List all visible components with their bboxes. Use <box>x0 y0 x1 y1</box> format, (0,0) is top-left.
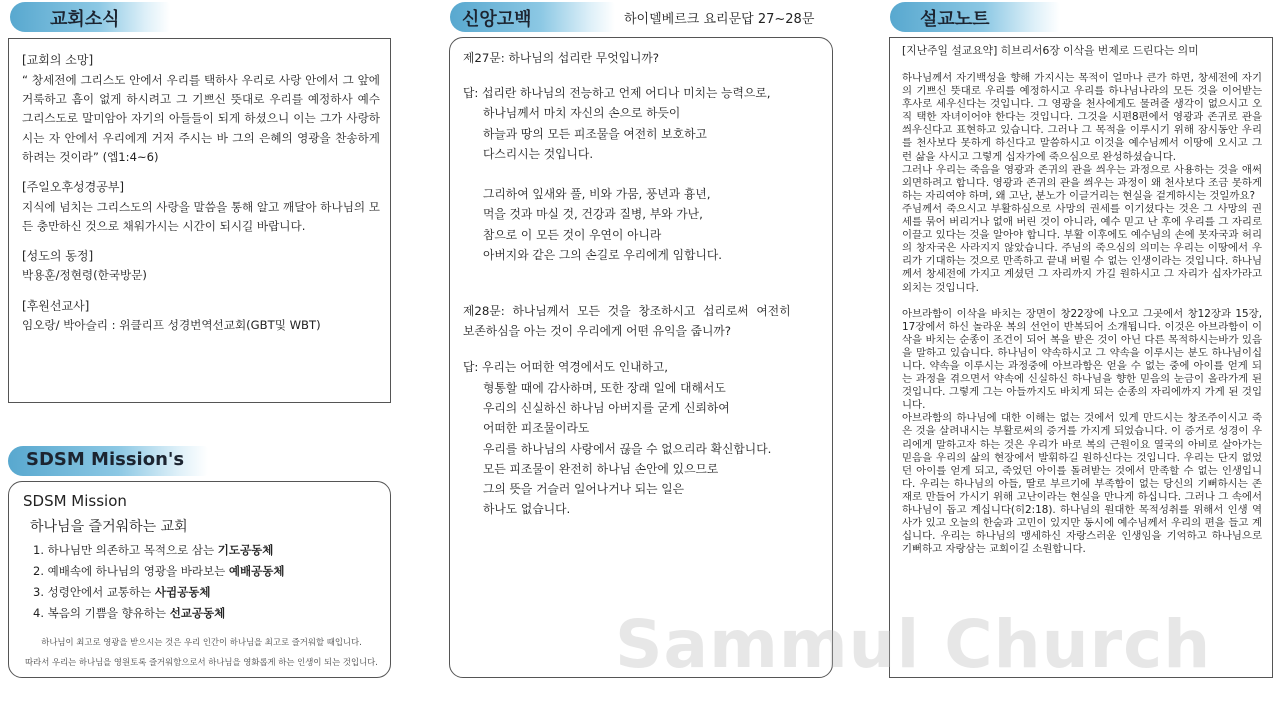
news-header-ribbon <box>10 2 170 32</box>
mission-title: SDSM Mission <box>23 492 127 510</box>
missionary-title: [후원선교사] <box>22 298 90 313</box>
answer-28-line: 어떠한 피조물이라도 <box>483 421 590 436</box>
sermon-paragraph: 그러나 우리는 죽음을 영광과 존귀의 관을 씌우는 과정으로 사용하는 것을 애써 외면하려고 합니다. 영광과 존귀의 관을 씌우는 과정이 왜 천사보다 조금 못하게 하는 자리여야 하며, 왜 고난, 분노가 이글거리는 현실을 겉게하시는 것일까요? <box>902 163 1262 202</box>
sermon-header-title: 설교노트 <box>920 9 990 30</box>
creed-header-ribbon <box>450 2 615 32</box>
answer-27-line: 아버지와 같은 그의 손길로 우리에게 임합니다. <box>483 248 723 263</box>
mission-item <box>33 540 380 561</box>
saints-title: [성도의 동정] <box>22 249 94 264</box>
mission-subtitle: 하나님을 즐거워하는 교회 <box>30 519 188 535</box>
mission-item <box>33 582 380 603</box>
answer-28-line: 형통할 때에 감사하며, 또한 장래 일에 대해서도 <box>483 380 726 395</box>
sermon-paragraph: 아브라함의 하나님에 대한 이해는 없는 것에서 있게 만드시는 창조주이시고 죽은 것을 살려내시는 부활로써의 증거를 가지게 되었습니다. 이 증거로 성경이 우리에게 말하고자 하는 것은 우리가 바로 복의 근원이요 열국의 아비로 살아가는 믿음을 우리의 삶의 현장에서 발휘하길 원하신다는 것입니다. 우리는 단지 없었던 아이를 얻게 되고, 죽었던 아이를 돌려받는 것에서 만족할 수 없는 인생입니다. 우리는 하나님의 아들, 딸로 부르기에 부족함이 없는 당신의 기뻐하시는 존재로 만들어 가시기 위해 고난이라는 현실을 만나게 하십니다. 그러나 그 속에서 하나님이 돕고 계십니다(히2:18). 하나님의 원대한 목적성취를 위해서 인생 역사가 있고 오늘의 한숨과 고민이 있지만 동시에 예수님께서 우리의 편을 들고 계십니다. 우리는 하나님의 맹세하신 자랑스러운 인생임을 기억하고 하나님으로 기뻐하고 자랑삼는 교회이길 소원합니다. <box>902 412 1262 556</box>
answer-27-line: 참으로 이 모든 것이 우연이 아니라 <box>483 227 662 242</box>
answer-28-line: 우리의 신실하신 하나님 아버지를 굳게 신뢰하여 <box>483 400 730 415</box>
answer-27-line: 다스리시는 것입니다. <box>483 146 594 161</box>
hope-text: “ 창세전에 그리스도 안에서 우리를 택하사 우리로 사랑 안에서 그 앞에 거룩하고 흠이 없게 하시려고 그 기쁘신 뜻대로 우리를 예정하사 예수 그리스도로 말미암아 자기의 아들들이 되게 하셨으니 이는 그가 사랑하시는 자 안에서 우리에게 거저 주시는 바 그의 은혜의 영광을 찬송하게 하려는 것이라” (엡1:4~6) <box>22 73 380 164</box>
answer-28-line: 하나도 없습니다. <box>483 502 571 517</box>
mission-item <box>33 561 380 582</box>
question-28-line-2: 보존하심을 아는 것이 우리에게 어떤 유익을 줍니까? <box>463 324 732 339</box>
creed-header-title: 신앙고백 <box>462 9 532 30</box>
sermon-title: [지난주일 설교요약] 히브리서6장 이삭을 번제로 드린다는 의미 <box>902 44 1199 57</box>
mission-item-keyword: 예배공동체 <box>228 564 285 578</box>
answer-28-block <box>463 378 824 520</box>
news-box <box>8 38 391 403</box>
hope-title: [교회의 소망] <box>22 53 94 67</box>
mission-item-keyword: 기도공동체 <box>217 543 274 557</box>
mission-box <box>8 481 391 678</box>
answer-28-first: 답: 우리는 어떠한 역경에서도 인내하고, <box>463 360 669 375</box>
sermon-header-ribbon <box>890 2 1060 32</box>
mission-item <box>33 603 380 624</box>
mission-header-title: SDSM Mission's <box>26 449 185 470</box>
mission-item-text: 2. 예배속에 하나님의 영광을 바라보는 <box>33 564 229 578</box>
sermon-paragraph: 주님께서 죽으시고 부활하심으로 사망의 권세를 이기셨다는 것은 그 사망의 권세를 묶어 버리거나 없애 버린 것이 아니라, 예수 믿고 난 후에 우리를 그 자리로 이끌고 있다는 것을 알아야 합니다. 부활 이후에도 예수님의 손에 못자국과 허리의 창자국은 사라지지 않았습니다. 주님의 죽으심의 의미는 우리는 이땅에서 우리가 기대하는 것으로 만족하고 끝내 버릴 수 없는 인생이라는 것입니다. 하나님께서 창세전에 가지고 계셨던 그 자리까지 가길 원하시고 그 자리가 십자가라고 외치는 것입니다. <box>902 202 1262 294</box>
mission-footer-2: 따라서 우리는 하나님을 영원토록 즐거워함으로서 하나님을 영화롭게 하는 인생이 되는 것입니다. <box>25 657 378 667</box>
mission-header-ribbon <box>8 446 208 476</box>
answer-27-line: 하나님께서 마치 자신의 손으로 하듯이 <box>483 106 681 121</box>
creed-header-subtitle: 하이델베르크 요리문답 27~28문 <box>624 12 815 27</box>
question-28-line-1: 제28문: 하나님께서 모든 것을 창조하시고 섭리로써 여전히 <box>463 304 791 319</box>
sermon-paragraph: 하나님께서 자기백성을 향해 가지시는 목적이 얼마나 큰가 하면, 창세전에 자기의 기쁘신 뜻대로 우리를 예정하시고 우리를 하나님나라의 모든 것을 이어받는 후사로 세우신다는 것입니다. 그 영광을 천사에게도 물려줄 생각이 없으시고 오직 택한 자녀이어야 한다는 것입니다. 그것을 시편8편에서 영광과 존귀로 관을 씌우신다고 표현하고 있습니다. 그러나 그 목적을 이루시기 위해 잠시동안 우리를 천사보다 못하게 하신다고 말씀하시고 이것을 예수님께서 이땅에 오시고 그런 삶을 사시고 그렇게 십자가에 죽으심으로 완성하셨습니다. <box>902 72 1262 163</box>
answer-28-line: 모든 피조물이 완전히 하나님 손안에 있으므로 <box>483 461 719 476</box>
answer-28-line: 우리를 하나님의 사랑에서 끊을 수 없으리라 확신합니다. <box>483 441 772 456</box>
answer-27-line: 그리하여 잎새와 풀, 비와 가뭄, 풍년과 흉년, <box>483 187 711 202</box>
watermark-logo: Sammul Church <box>615 606 1212 683</box>
mission-item-keyword: 선교공동체 <box>169 606 226 620</box>
study-text: 지식에 넘치는 그리스도의 사랑을 말씀을 통해 알고 깨달아 하나님의 모든 충만하신 것으로 채워가시는 시간이 되시길 바랍니다. <box>22 200 380 234</box>
mission-item-text: 4. 복음의 기쁨을 향유하는 <box>33 606 170 620</box>
answer-28-line: 그의 뜻을 거슬러 일어나거나 되는 일은 <box>483 482 685 497</box>
saints-text: 박용훈/정현령(한국방문) <box>22 268 147 283</box>
sermon-paragraph: 아브라함이 이삭을 바치는 장면이 창22장에 나오고 그곳에서 창12장과 15장, 17장에서 하신 놀라운 복의 선언이 반복되어 소개됩니다. 이것은 아브라함이 이삭을 바치는 순종이 조건이 되어 복을 받은 것이 아닌 다른 목적하시는바가 있음을 말하고 있습니다. 하나님이 약속하시고 그 약속을 이루시는 분도 하나님이십니다. 약속을 이루시는 과정중에 아브라함은 얻을 수 없는 중에 아이를 얻게 되는 과정을 겪으면서 약속에 신실하신 하나님을 향한 믿음의 눈금이 올라가게 된 것입니다. 그렇게 그는 아들까지도 바치게 되는 순종의 자리에까지 가게 된 것입니다. <box>902 307 1262 412</box>
mission-list <box>33 540 380 624</box>
mission-footer-1: 하나님이 최고로 영광을 받으시는 것은 우리 인간이 하나님을 최고로 즐거워할 때입니다. <box>41 637 362 647</box>
question-27: 제27문: 하나님의 섭리란 무엇입니까? <box>463 51 660 65</box>
answer-27-block <box>463 103 824 265</box>
answer-27-first: 답: 섭리란 하나님의 전능하고 언제 어디나 미치는 능력으로, <box>463 86 771 100</box>
answer-27-line: 먹을 것과 마실 것, 건강과 질병, 부와 가난, <box>483 207 703 222</box>
news-header-title: 교회소식 <box>50 9 120 30</box>
sermon-box <box>889 37 1273 678</box>
creed-box <box>449 37 833 678</box>
missionary-text: 임오랑/ 박아슬리 : 위클리프 성경번역선교회(GBT및 WBT) <box>22 317 321 332</box>
mission-item-text: 3. 성령안에서 교통하는 <box>33 585 155 599</box>
study-title: [주일오후성경공부] <box>22 180 125 195</box>
answer-27-line: 하늘과 땅의 모든 피조물을 여전히 보호하고 <box>483 126 707 141</box>
mission-item-text: 1. 하나님만 의존하고 목적으로 삼는 <box>33 543 218 557</box>
mission-item-keyword: 사귐공동체 <box>154 585 211 599</box>
